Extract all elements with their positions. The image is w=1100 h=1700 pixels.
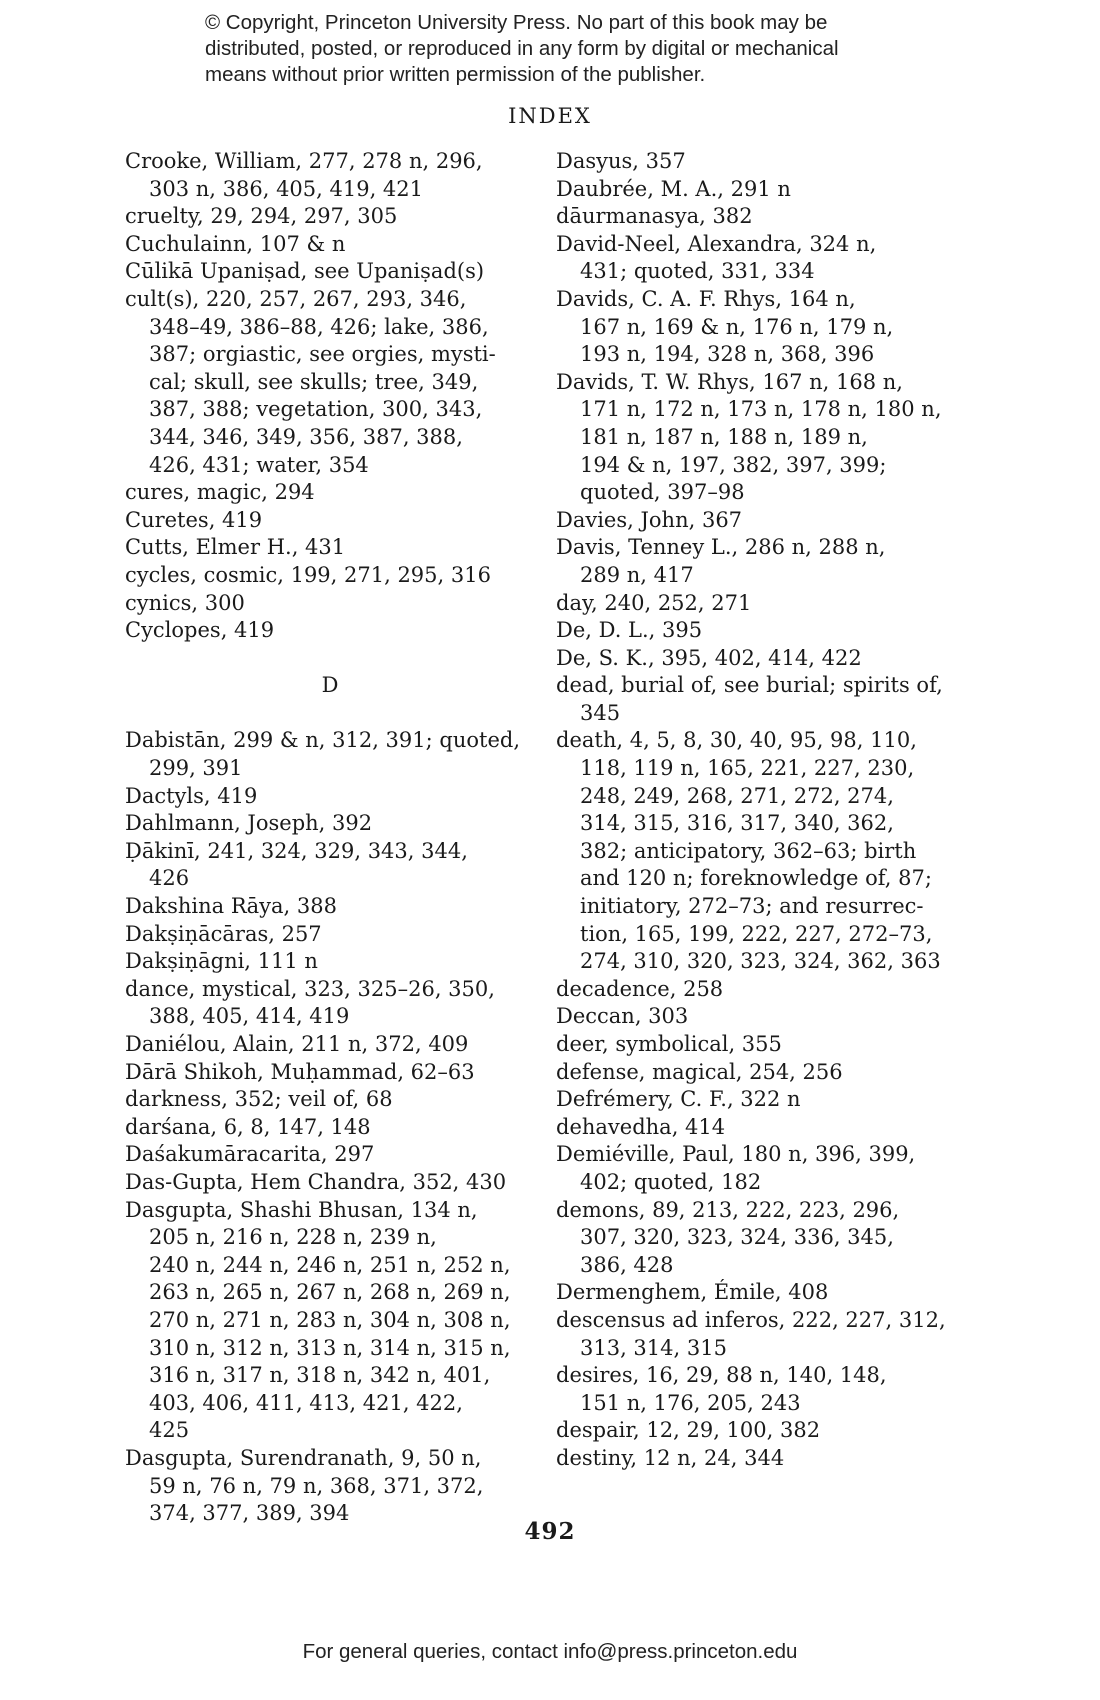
- index-entry-continuation: 171 n, 172 n, 173 n, 178 n, 180 n,: [580, 397, 942, 422]
- index-entry: dead, burial of, see burial; spirits of,: [556, 673, 943, 698]
- index-entry-continuation: 289 n, 417: [580, 562, 694, 587]
- index-entry-continuation: 194 & n, 197, 382, 397, 399;: [580, 452, 887, 477]
- index-entry-continuation: 425: [149, 1418, 190, 1443]
- copyright-line: distributed, posted, or reproduced in any form by digital or mechanical: [205, 37, 839, 60]
- index-entry: Cuchulainn, 107 & n: [125, 231, 346, 256]
- index-entry: Dakṣiṇāgni, 111 n: [125, 949, 318, 974]
- index-entry-continuation: 348–49, 386–88, 426; lake, 386,: [149, 314, 489, 339]
- index-entry: cures, magic, 294: [125, 480, 315, 505]
- footer-contact: For general queries, contact info@press.princeton.edu: [302, 1640, 798, 1663]
- index-entry-continuation: 299, 391: [149, 756, 243, 781]
- index-entry-continuation: cal; skull, see skulls; tree, 349,: [149, 369, 479, 394]
- copyright-line: means without prior written permission of the publisher.: [205, 63, 706, 86]
- index-entry: Daubrée, M. A., 291 n: [556, 176, 791, 201]
- index-entry: Dermenghem, Émile, 408: [556, 1280, 829, 1305]
- index-title: INDEX: [508, 104, 592, 128]
- index-entry: De, D. L., 395: [556, 618, 703, 643]
- index-entry: dehavedha, 414: [556, 1114, 726, 1139]
- index-entry-continuation: 431; quoted, 331, 334: [580, 259, 815, 284]
- index-entry: cycles, cosmic, 199, 271, 295, 316: [125, 562, 491, 587]
- index-entry: darkness, 352; veil of, 68: [125, 1087, 393, 1112]
- copyright-line: © Copyright, Princeton University Press. No part of this book may be: [205, 11, 828, 34]
- index-entry-continuation: 382; anticipatory, 362–63; birth: [580, 838, 917, 863]
- index-entry-continuation: 248, 249, 268, 271, 272, 274,: [580, 783, 894, 808]
- index-column-left: [125, 148, 545, 1528]
- index-entry: Dahlmann, Joseph, 392: [125, 811, 373, 836]
- index-entry-continuation: 316 n, 317 n, 318 n, 342 n, 401,: [149, 1363, 491, 1388]
- index-entry-continuation: 118, 119 n, 165, 221, 227, 230,: [580, 756, 915, 781]
- index-column-right: [556, 148, 976, 1473]
- index-entry-continuation: 270 n, 271 n, 283 n, 304 n, 308 n,: [149, 1307, 511, 1332]
- index-entry-continuation: 263 n, 265 n, 267 n, 268 n, 269 n,: [149, 1280, 511, 1305]
- index-entry: Dactyls, 419: [125, 783, 258, 808]
- index-entry-continuation: tion, 165, 199, 222, 227, 272–73,: [580, 921, 933, 946]
- index-entry: defense, magical, 254, 256: [556, 1059, 843, 1084]
- index-entry: demons, 89, 213, 222, 223, 296,: [556, 1197, 900, 1222]
- index-section-heading: D: [321, 673, 339, 698]
- index-entry-continuation: 313, 314, 315: [580, 1335, 727, 1360]
- index-entry-continuation: 274, 310, 320, 323, 324, 362, 363: [580, 949, 941, 974]
- index-entry: Cutts, Elmer H., 431: [125, 535, 346, 560]
- index-entry-continuation: initiatory, 272–73; and resurrec-: [580, 894, 924, 919]
- index-entry: Cyclopes, 419: [125, 618, 275, 643]
- index-entry: Ḍākinī, 241, 324, 329, 343, 344,: [125, 838, 468, 863]
- index-entry: dāurmanasya, 382: [556, 204, 753, 229]
- index-entry: Daśakumāracarita, 297: [125, 1142, 375, 1167]
- spacer: [125, 700, 545, 728]
- index-entry: cult(s), 220, 257, 267, 293, 346,: [125, 286, 467, 311]
- index-entry-continuation: 151 n, 176, 205, 243: [580, 1390, 801, 1415]
- index-entry: death, 4, 5, 8, 30, 40, 95, 98, 110,: [556, 728, 917, 753]
- index-entry: Crooke, William, 277, 278 n, 296,: [125, 149, 483, 173]
- index-entry: Davis, Tenney L., 286 n, 288 n,: [556, 535, 886, 560]
- index-entry-continuation: 181 n, 187 n, 188 n, 189 n,: [580, 424, 868, 449]
- index-entry-continuation: 388, 405, 414, 419: [149, 1004, 350, 1029]
- index-entry-continuation: 240 n, 244 n, 246 n, 251 n, 252 n,: [149, 1252, 511, 1277]
- index-entry: darśana, 6, 8, 147, 148: [125, 1114, 371, 1139]
- index-entry-continuation: 59 n, 76 n, 79 n, 368, 371, 372,: [149, 1473, 484, 1498]
- index-entry-continuation: 374, 377, 389, 394: [149, 1501, 350, 1526]
- index-entry-continuation: 167 n, 169 & n, 176 n, 179 n,: [580, 314, 894, 339]
- index-entry-continuation: 307, 320, 323, 324, 336, 345,: [580, 1225, 894, 1250]
- index-entry-continuation: 205 n, 216 n, 228 n, 239 n,: [149, 1225, 437, 1250]
- index-entry: Dakshina Rāya, 388: [125, 894, 337, 919]
- index-entry: dance, mystical, 323, 325–26, 350,: [125, 976, 495, 1001]
- index-entry: Defrémery, C. F., 322 n: [556, 1087, 801, 1112]
- index-entry-continuation: 314, 315, 316, 317, 340, 362,: [580, 811, 894, 836]
- index-entry: David-Neel, Alexandra, 324 n,: [556, 231, 877, 256]
- index-entry: Dasyus, 357: [556, 149, 686, 173]
- index-entry-continuation: 387, 388; vegetation, 300, 343,: [149, 397, 483, 422]
- index-entry: Deccan, 303: [556, 1004, 689, 1029]
- index-entry: Davids, C. A. F. Rhys, 164 n,: [556, 286, 856, 311]
- index-entry-continuation: 386, 428: [580, 1252, 674, 1277]
- index-entry: Davies, John, 367: [556, 507, 743, 532]
- index-entry: Davids, T. W. Rhys, 167 n, 168 n,: [556, 369, 903, 394]
- index-entry-continuation: 426, 431; water, 354: [149, 452, 369, 477]
- index-entry: day, 240, 252, 271: [556, 590, 752, 615]
- copyright-notice: [205, 10, 965, 88]
- index-entry: Daniélou, Alain, 211 n, 372, 409: [125, 1032, 469, 1056]
- index-entry: deer, symbolical, 355: [556, 1032, 782, 1056]
- index-entry-continuation: 387; orgiastic, see orgies, mysti-: [149, 342, 496, 367]
- index-entry: Dakṣiṇācāras, 257: [125, 921, 322, 946]
- index-entry: descensus ad inferos, 222, 227, 312,: [556, 1307, 946, 1332]
- index-entry-continuation: 426: [149, 866, 190, 891]
- index-entry-continuation: 303 n, 386, 405, 419, 421: [149, 176, 424, 201]
- index-entry-continuation: 403, 406, 411, 413, 421, 422,: [149, 1390, 463, 1415]
- index-entry-continuation: 310 n, 312 n, 313 n, 314 n, 315 n,: [149, 1335, 511, 1360]
- index-entry: desires, 16, 29, 88 n, 140, 148,: [556, 1363, 887, 1388]
- index-entry: decadence, 258: [556, 976, 724, 1001]
- spacer: [125, 645, 545, 673]
- index-entry: Dasgupta, Surendranath, 9, 50 n,: [125, 1445, 482, 1470]
- index-entry: Curetes, 419: [125, 507, 263, 532]
- page-number: 492: [524, 1518, 576, 1545]
- index-entry: Demiéville, Paul, 180 n, 396, 399,: [556, 1142, 916, 1167]
- index-entry-continuation: 344, 346, 349, 356, 387, 388,: [149, 424, 463, 449]
- index-entry: De, S. K., 395, 402, 414, 422: [556, 645, 862, 670]
- index-entry: Dasgupta, Shashi Bhusan, 134 n,: [125, 1197, 478, 1222]
- index-entry: cynics, 300: [125, 590, 245, 615]
- index-entry-continuation: 402; quoted, 182: [580, 1169, 762, 1194]
- index-entry: cruelty, 29, 294, 297, 305: [125, 204, 398, 229]
- index-entry: Cūlikā Upaniṣad, see Upaniṣad(s): [125, 259, 485, 284]
- index-entry-continuation: quoted, 397–98: [580, 480, 745, 505]
- index-entry: Das-Gupta, Hem Chandra, 352, 430: [125, 1169, 507, 1194]
- index-entry-continuation: 193 n, 194, 328 n, 368, 396: [580, 342, 875, 367]
- index-entry: Dārā Shikoh, Muḥammad, 62–63: [125, 1059, 475, 1084]
- index-entry: Dabistān, 299 & n, 312, 391; quoted,: [125, 728, 520, 753]
- index-entry: destiny, 12 n, 24, 344: [556, 1445, 785, 1470]
- index-entry-continuation: 345: [580, 700, 621, 725]
- index-entry: despair, 12, 29, 100, 382: [556, 1418, 821, 1443]
- index-entry-continuation: and 120 n; foreknowledge of, 87;: [580, 866, 932, 891]
